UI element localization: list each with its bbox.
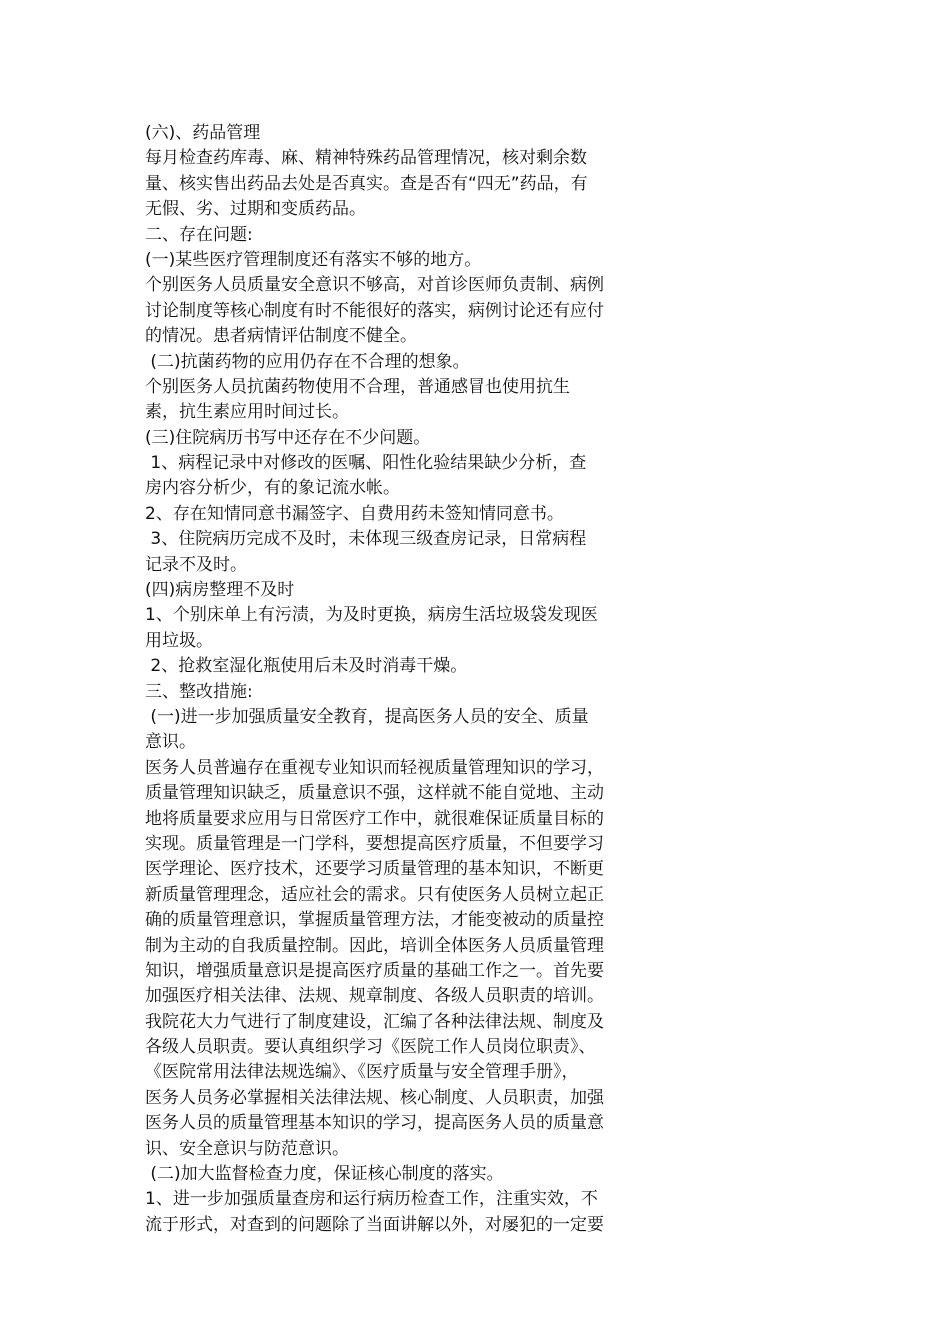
text-line: 流于形式，对查到的问题除了当面讲解以外，对屡犯的一定要 [145, 1214, 604, 1235]
text-line: 实现。质量管理是一门学科，要想提高医疗质量，不但要学习 [145, 833, 604, 854]
text-line: 新质量管理理念，适应社会的需求。只有使医务人员树立起正 [145, 884, 604, 905]
text-line: (四)病房整理不及时 [145, 580, 295, 601]
text-line: 记录不及时。 [145, 554, 247, 575]
text-line: 地将质量要求应用与日常医疗工作中，就很难保证质量目标的 [145, 808, 604, 829]
text-line: 讨论制度等核心制度有时不能很好的落实，病例讨论还有应付 [145, 300, 604, 321]
text-line: 二、存在问题: [145, 224, 253, 245]
text-line: 各级人员职责。要认真组织学习《医院工作人员岗位职责》、 [145, 1037, 596, 1058]
text-line: 制为主动的自我质量控制。因此，培训全体医务人员质量管理 [145, 935, 604, 956]
text-line: (六)、药品管理 [145, 123, 261, 143]
text-line: 1、个别床单上有污渍，为及时更换，病房生活垃圾袋发现医 [145, 605, 598, 626]
text-line: 知识，增强质量意识是提高医疗质量的基础工作之一。首先要 [145, 960, 604, 981]
text-line: (一)进一步加强质量安全教育，提高医务人员的安全、质量 [145, 706, 589, 727]
text-line: 2、存在知情同意书漏签字、自费用药未签知情同意书。 [145, 503, 564, 524]
text-line: (一)某些医疗管理制度还有落实不够的地方。 [145, 249, 482, 270]
text-line: 3、住院病历完成不及时，未体现三级查房记录，日常病程 [145, 529, 587, 550]
text-line: 素，抗生素应用时间过长。 [145, 402, 349, 423]
text-line: 个别医务人员抗菌药物使用不合理，普通感冒也使用抗生 [145, 376, 570, 397]
text-line: 的情况。患者病情评估制度不健全。 [145, 326, 417, 347]
text-line: 我院花大力气进行了制度建设，汇编了各种法律法规、制度及 [145, 1011, 604, 1032]
document-body [145, 121, 675, 1238]
text-line: 1、病程记录中对修改的医嘱、阳性化验结果缺少分析，查 [145, 453, 587, 474]
text-line: 每月检查药库毒、麻、精神特殊药品管理情况，核对剩余数 [145, 148, 587, 169]
text-line: 加强医疗相关法律、法规、规章制度、各级人员职责的培训。 [145, 986, 604, 1007]
text-line: 医务人员的质量管理基本知识的学习，提高医务人员的质量意 [145, 1113, 604, 1134]
text-line: 意识。 [145, 732, 196, 753]
text-line: 三、整改措施: [145, 681, 253, 702]
text-line: 医务人员务必掌握相关法律法规、核心制度、人员职责，加强 [145, 1087, 604, 1108]
text-line: (三)住院病历书写中还存在不少问题。 [145, 427, 431, 448]
text-line: 医学理论、医疗技术，还要学习质量管理的基本知识，不断更 [145, 859, 604, 880]
text-line: 量、核实售出药品去处是否真实。查是否有“四无”药品，有 [145, 173, 588, 194]
text-line: 用垃圾。 [145, 630, 213, 651]
text-line: 质量管理知识缺乏，质量意识不强，这样就不能自觉地、主动 [145, 783, 604, 804]
text-line: 确的质量管理意识，掌握质量管理方法，才能变被动的质量控 [145, 910, 604, 931]
text-line: 识、安全意识与防范意识。 [145, 1138, 349, 1159]
text-line: 医务人员普遍存在重视专业知识而轻视质量管理知识的学习， [145, 757, 604, 778]
text-line: 个别医务人员质量安全意识不够高，对首诊医师负责制、病例 [145, 275, 604, 296]
text-line: 无假、劣、过期和变质药品。 [145, 199, 366, 220]
text-line: 1、进一步加强质量查房和运行病历检查工作，注重实效，不 [145, 1189, 598, 1210]
text-line: 房内容分析少，有的象记流水帐。 [145, 478, 400, 499]
text-line: (二)抗菌药物的应用仍存在不合理的想象。 [145, 351, 470, 372]
text-line: 《医院常用法律法规选编》、《医疗质量与安全管理手册》， [145, 1062, 579, 1083]
text-line: (二)加大监督检查力度，保证核心制度的落实。 [145, 1164, 504, 1185]
text-line: 2、抢救室湿化瓶使用后未及时消毒干燥。 [145, 656, 468, 677]
